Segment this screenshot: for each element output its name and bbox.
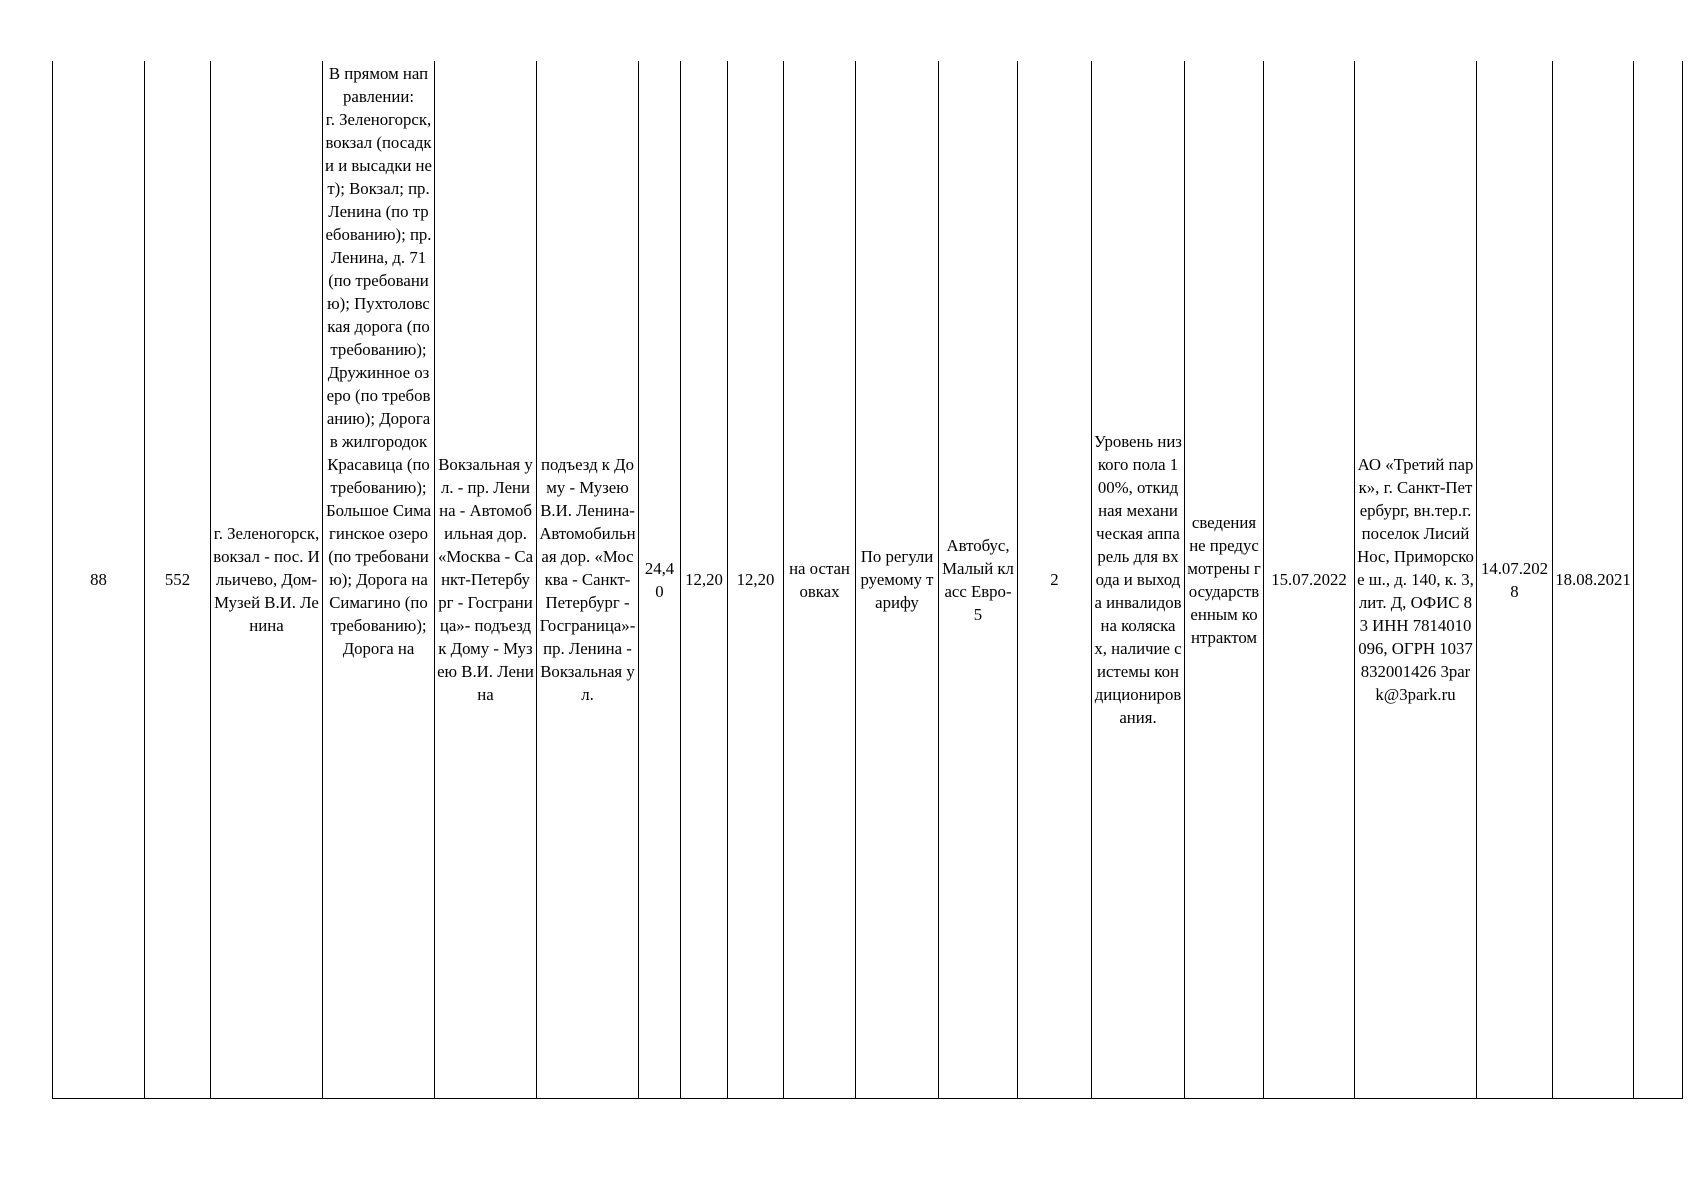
vehicle-type: Автобус, Малый класс Евро-5: [942, 535, 1014, 624]
length-backward-cell: [728, 61, 784, 1099]
length-backward: 12,20: [736, 570, 775, 589]
registration-date: 18.08.2021: [1555, 570, 1631, 589]
tariff-type: По регулируемому тарифу: [860, 547, 934, 612]
table-row: [53, 61, 1683, 1099]
carrier-info: АО «Третий парк», г. Санкт-Петербург, вн.тер.г. поселок Лисий Нос, Приморское ш., д. 140, к. 3, лит. Д, ОФИС 83 ИНН 7814010096, ОГРН 1037832001426 3park@3park.ru: [1357, 455, 1474, 704]
route-name-cell: [211, 61, 323, 1099]
stops-forward-cell: [323, 61, 435, 1099]
vehicle-count-cell: [1018, 61, 1092, 1099]
length-total-cell: [639, 61, 681, 1099]
boarding-procedure: на остановках: [789, 558, 850, 601]
route-name: г. Зеленогорск, вокзал - пос. Ильичево, Дом-Музей В.И. Ленина: [213, 524, 320, 635]
route-number-cell: [145, 61, 211, 1099]
carrier-cell: [1355, 61, 1477, 1099]
contract-info: сведения не предусмотрены государственным контрактом: [1187, 512, 1261, 647]
streets-forward: Вокзальная ул. - пр. Ленина - Автомобильная дор. «Москва - Санкт-Петербург - Госграница»- подъезд к Дому - Музею В.И. Ленина: [437, 455, 534, 704]
row-number: 88: [90, 570, 107, 589]
vehicle-count: 2: [1050, 570, 1059, 589]
contract-info-cell: [1185, 61, 1264, 1099]
extra-cell: [1634, 61, 1683, 1099]
length-forward: 12,20: [685, 570, 723, 589]
length-forward-cell: [681, 61, 728, 1099]
route-number: 552: [164, 570, 191, 589]
start-date: 15.07.2022: [1271, 570, 1347, 589]
stops-forward: В прямом направлении: г. Зеленогорск, вокзал (посадки и высадки нет); Вокзал; пр. Ленина (по требованию); пр. Ленина, д. 71 (по требованию); Пухтоловская дорога (по требованию); Дружинное озеро (по требованию); Дорога в жилгородок Красавица (по требованию); Большое Симагинское озеро (по требованию); Дорога на Симагино (по требованию); Дорога на: [325, 64, 432, 658]
start-date-cell: [1264, 61, 1355, 1099]
boarding-procedure-cell: [784, 61, 856, 1099]
vehicle-type-cell: [939, 61, 1018, 1099]
vehicle-features: Уровень низкого пола 100%, откидная механическая аппарель для входа и выхода инвалидов на коляска х, наличие системы кондиционирования.: [1094, 432, 1182, 727]
length-total: 24,40: [644, 558, 675, 601]
end-date: 14.07.2028: [1480, 558, 1549, 601]
registration-date-cell: [1553, 61, 1634, 1099]
streets-backward-cell: [537, 61, 639, 1099]
streets-backward: подъезд к Дому - Музею В.И. Ленина- Автомобильная дор. «Москва - Санкт-Петербург - Госграница»- пр. Ленина - Вокзальная ул.: [539, 455, 636, 704]
route-registry-table: [52, 61, 1683, 1099]
end-date-cell: [1477, 61, 1553, 1099]
streets-forward-cell: [435, 61, 537, 1099]
row-number-cell: [53, 61, 145, 1099]
tariff-type-cell: [856, 61, 939, 1099]
vehicle-features-cell: [1092, 61, 1185, 1099]
